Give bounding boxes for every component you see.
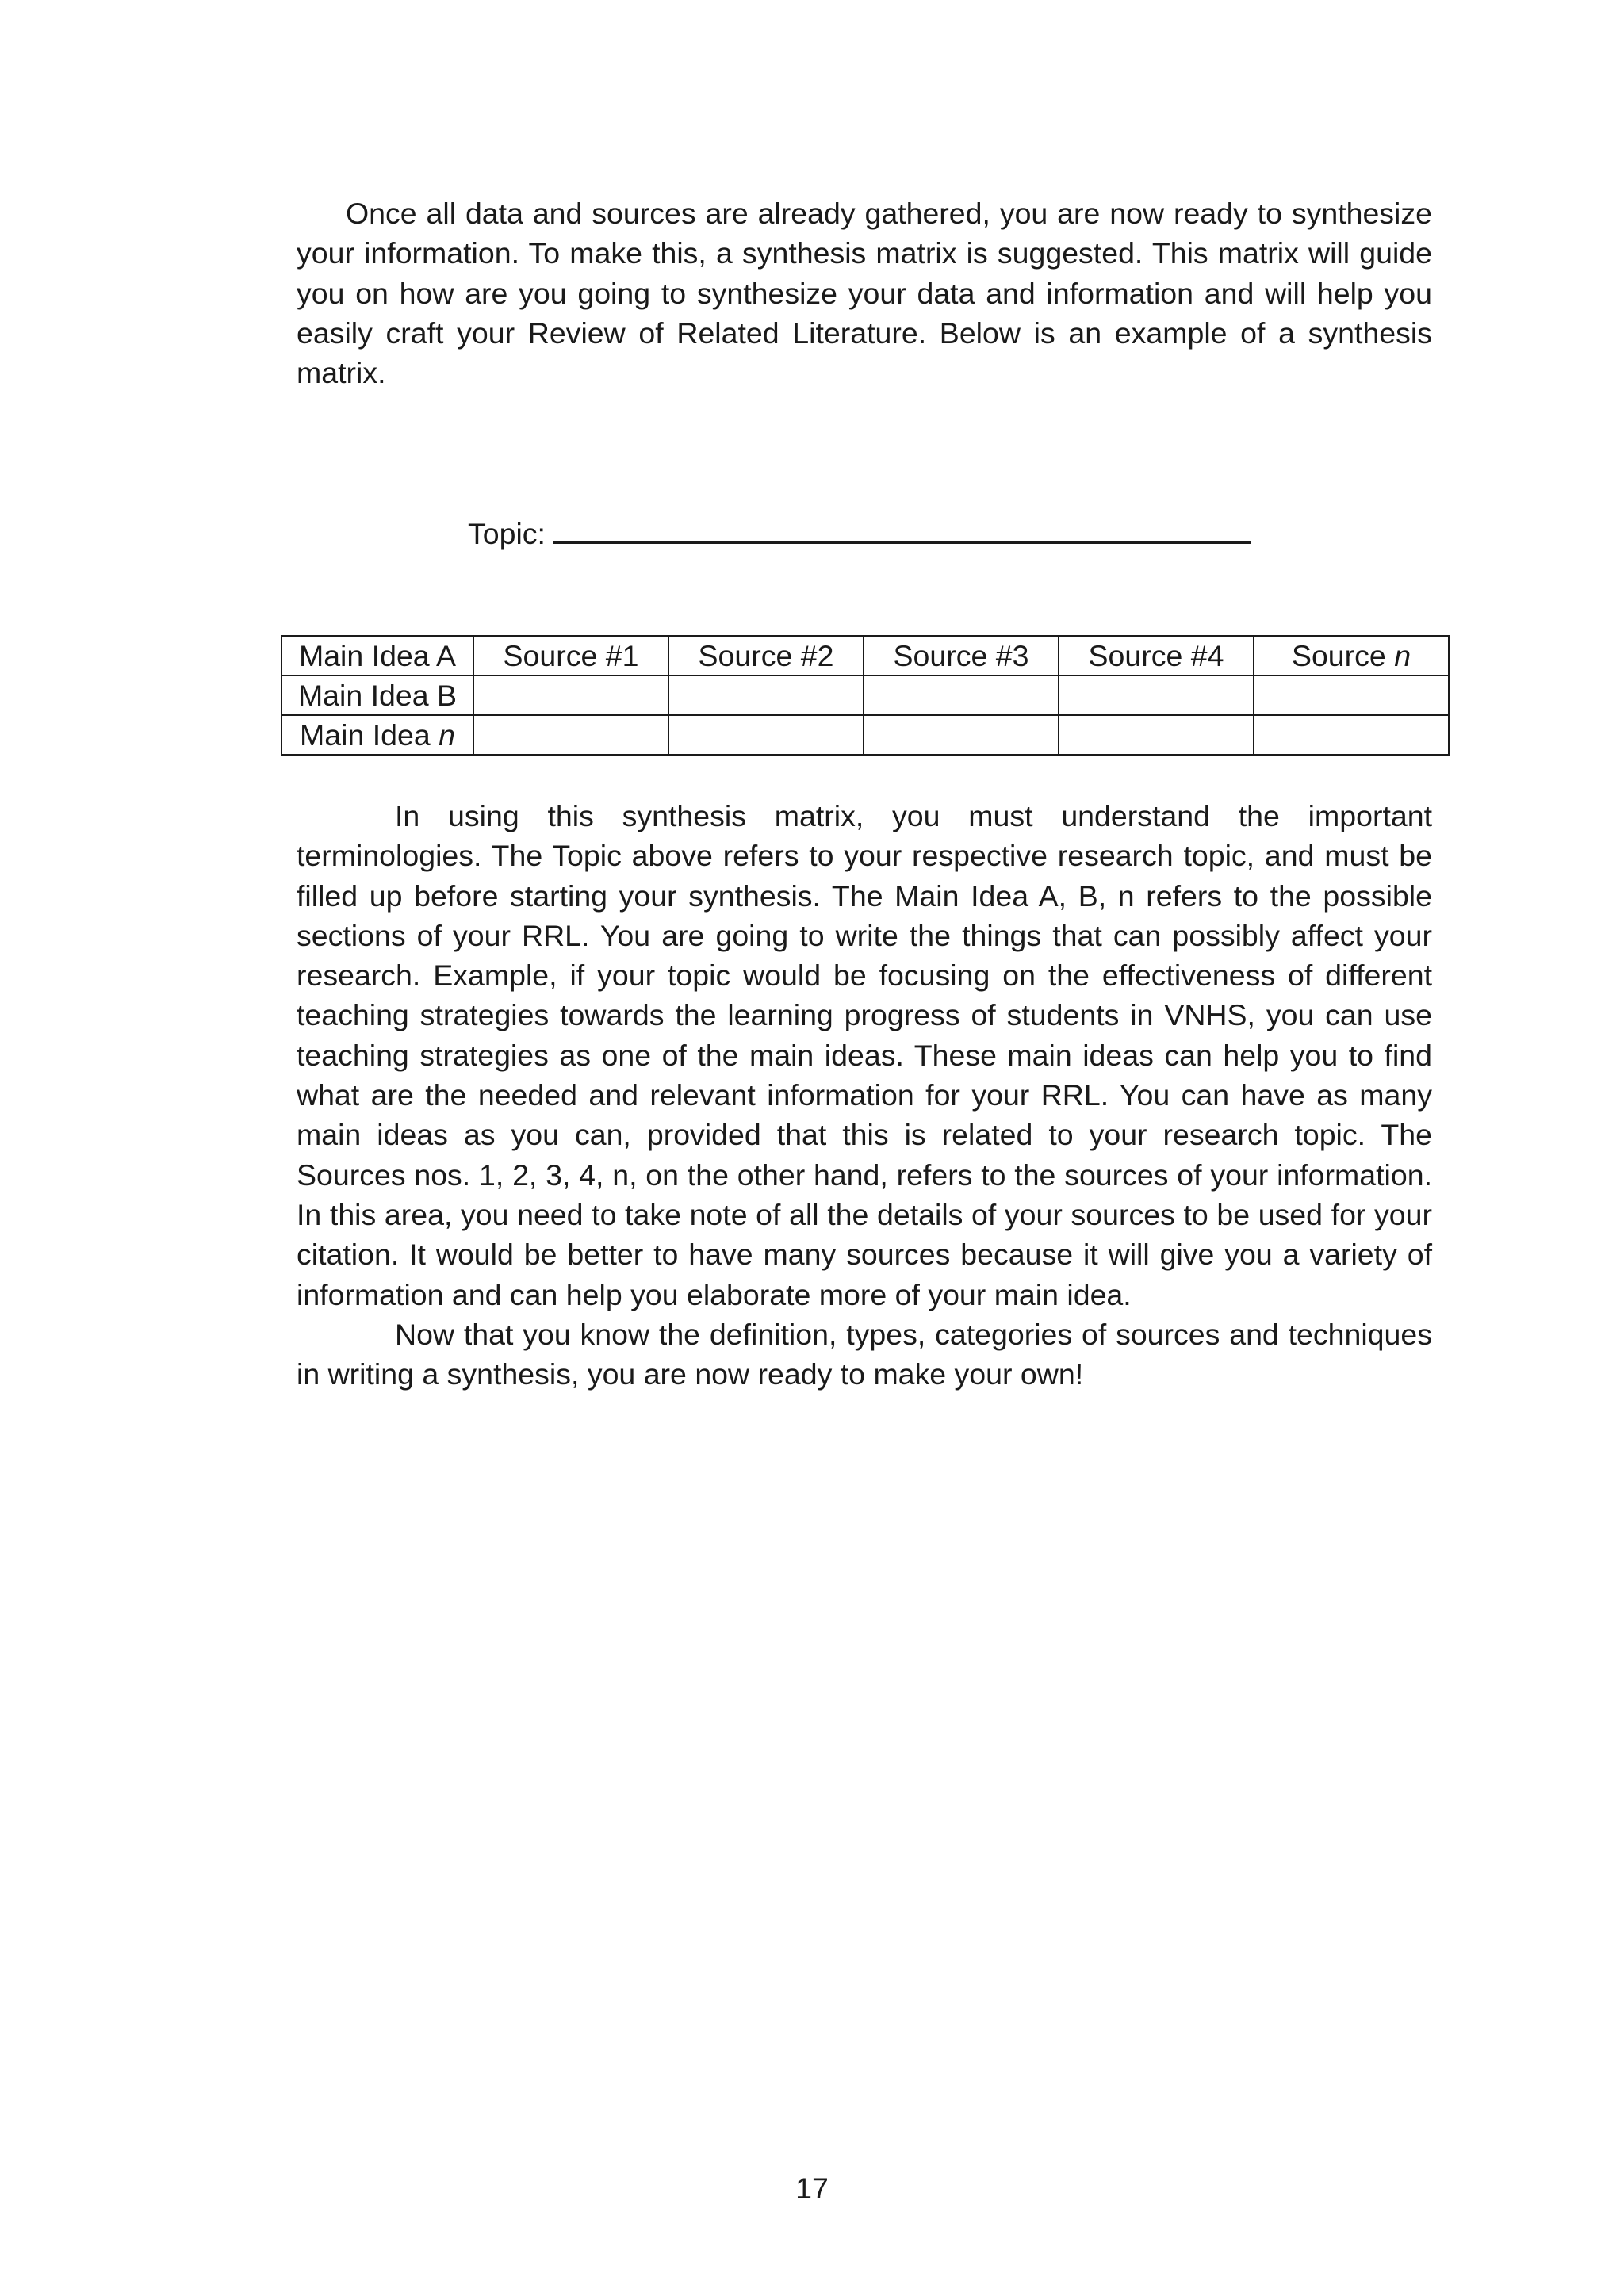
matrix-row [282,715,1449,755]
matrix-column-header: Source #4 [1059,636,1254,675]
topic-field [468,513,1251,553]
matrix-row-label: Main Idea A [282,636,473,675]
matrix-cell [668,675,864,715]
matrix-header-row [282,636,1449,675]
matrix-cell [473,675,668,715]
topic-label: Topic: [468,517,546,550]
matrix-column-header: Source #3 [864,636,1059,675]
matrix-cell [1254,715,1449,755]
body-paragraph: In using this synthesis matrix, you must understand the important terminologies. The Topic above refers to your respective research topic, and must be filled up before starting your synthesis. The Main Idea A, B, n refers to the possible sections of your RRL. You are going to write the things that can possibly affect your research. Example, if your topic would be focusing on the effectiveness of different teaching strategies towards the learning progress of students in VNHS, you can use teaching strategies as one of the main ideas. These main ideas can help you to find what are the needed and relevant information for your RRL. You can have as many main ideas as you can, provided that this is related to your research topic. The Sources nos. 1, 2, 3, 4, n, on the other hand, refers to the sources of your information. In this area, you need to take note of all the details of your sources to be used for your citation. It would be better to have many sources because it will give you a variety of information and can help you elaborate more of your main idea. [297,799,1432,1311]
matrix-row-label: Main Idea B [282,675,473,715]
intro-paragraph: Once all data and sources are already gathered, you are now ready to synthesize your information. To make this, a synthesis matrix is suggested. This matrix will guide you on how are you going to synthesize your data and information and will help you easily craft your Review of Related Literature. Below is an example of a synthesis matrix. [297,197,1432,390]
matrix-cell [1254,675,1449,715]
matrix-row [282,675,1449,715]
synthesis-matrix [281,635,1450,756]
matrix-cell [668,715,864,755]
body-paragraph: Now that you know the definition, types, categories of sources and techniques in writing a synthesis, you are now ready to make your own! [297,1318,1432,1391]
topic-blank-line [553,513,1251,544]
page-number: 17 [795,2172,829,2205]
matrix-cell [1059,675,1254,715]
matrix-cell [864,715,1059,755]
matrix-cell [473,715,668,755]
matrix-row-label: Main Idea n [282,715,473,755]
matrix-column-header: Source #1 [473,636,668,675]
matrix-cell [864,675,1059,715]
matrix-column-header: Source #2 [668,636,864,675]
matrix-column-header: Source n [1254,636,1449,675]
matrix-cell [1059,715,1254,755]
